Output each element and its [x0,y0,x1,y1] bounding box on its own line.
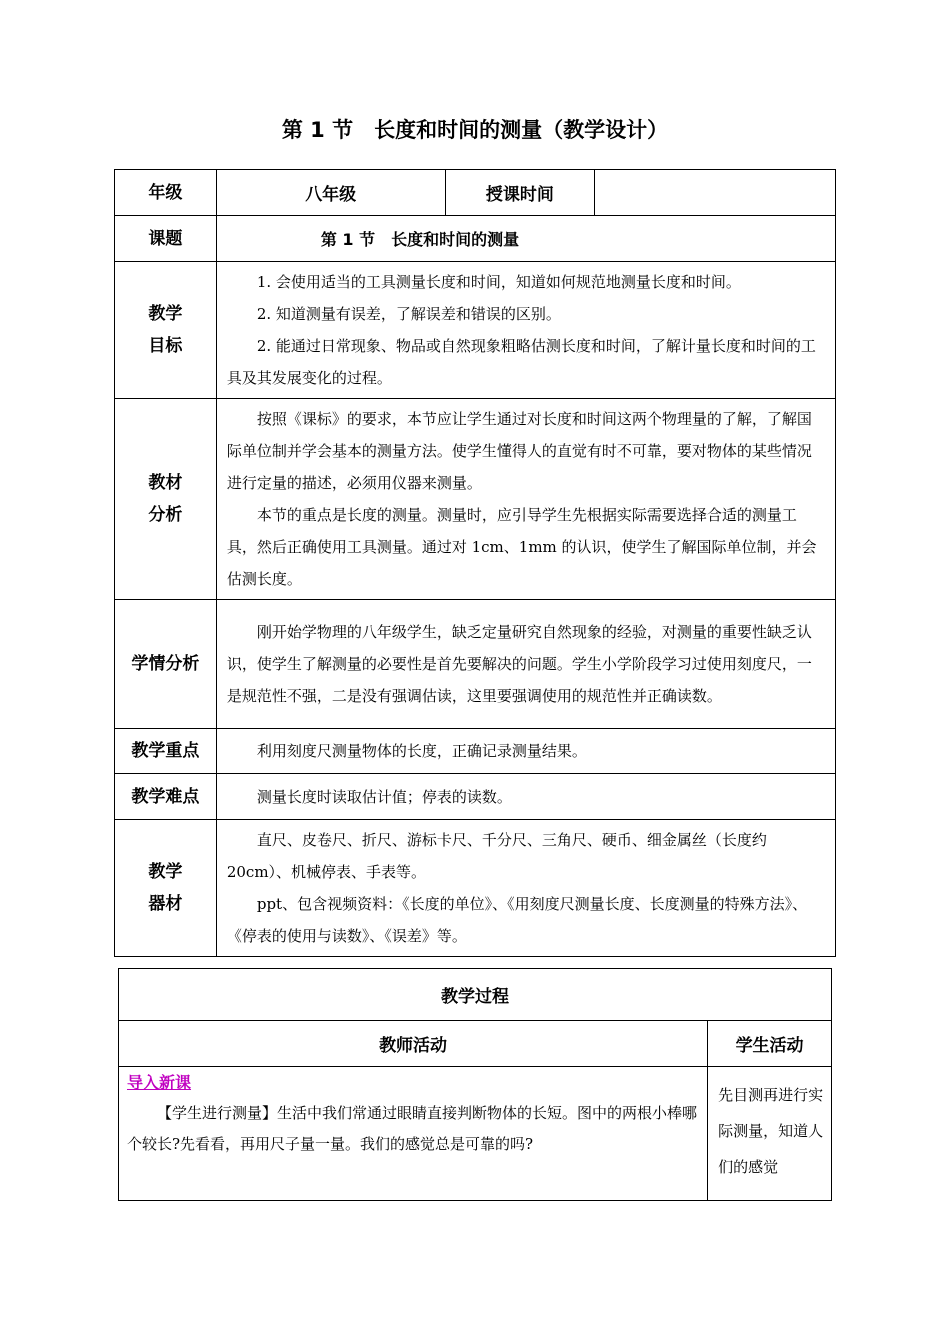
material-analysis-row [115,399,836,600]
section-title: 导入新课 [127,1073,192,1092]
difficulties-row [115,774,836,820]
time-value [595,170,836,216]
topic-label: 课题 [115,216,217,262]
key-points-label: 教学重点 [115,729,217,774]
topic-row [115,216,836,262]
difficulties-content: 测量长度时读取估计值；停表的读数。 [216,774,835,820]
material-analysis-content: 按照《课标》的要求，本节应让学生通过对长度和时间这两个物理量的了解，了解国际单位制并学会基本的测量方法。使学生懂得人的直觉有时不可靠，要对物体的某些情况进行定量的描述，必须用仪器来测量。 本节的重点是长度的测量。测量时，应引导学生先根据实际需要选择合适的测量工具，然后正确使用工具测量。通过对 1cm、1mm 的认识，使学生了解国际单位制，并会估测长度。 [216,399,835,600]
teacher-activity-text: 【学生进行测量】生活中我们常通过眼睛直接判断物体的长短。图中的两根小棒哪个较长?先看看，再用尺子量一量。我们的感觉总是可靠的吗? [127,1104,698,1153]
teacher-activity-header: 教师活动 [119,1021,708,1067]
difficulties-label: 教学难点 [115,774,217,820]
key-points-row [115,729,836,774]
key-points-content: 利用刻度尺测量物体的长度，正确记录测量结果。 [216,729,835,774]
student-activity-text: 先目测再进行实际测量，知道人们的感觉 [708,1067,832,1201]
page-title: 第 1 节 长度和时间的测量（教学设计） [281,118,669,142]
student-activity-header: 学生活动 [708,1021,832,1067]
objectives-label: 教学 目标 [115,262,217,399]
teacher-activity-cell [119,1067,708,1201]
process-header-row [119,969,832,1021]
equipment-content: 直尺、皮卷尺、折尺、游标卡尺、千分尺、三角尺、硬币、细金属丝（长度约 20cm）、机械停表、手表等。 ppt、包含视频资料：《长度的单位》、《用刻度尺测量长度、长度测量的特殊方法》、《停表的使用与读数》、《误差》等。 [216,820,835,957]
intro-row [119,1067,832,1201]
topic-value: 第 1 节 长度和时间的测量 [216,216,835,262]
equipment-label: 教学 器材 [115,820,217,957]
time-label: 授课时间 [445,170,595,216]
grade-value: 八年级 [216,170,445,216]
student-analysis-row [115,600,836,729]
grade-row [115,170,836,216]
lesson-info-table [114,169,836,957]
equipment-row [115,820,836,957]
objectives-content: 1. 会使用适当的工具测量长度和时间，知道如何规范地测量长度和时间。 2. 知道测量有误差，了解误差和错误的区别。 2. 能通过日常现象、物品或自然现象粗略估测长度和时间，了解计量长度和时间的工具及其发展变化的过程。 [216,262,835,399]
teaching-process-table [118,968,832,1201]
student-analysis-content: 刚开始学物理的八年级学生，缺乏定量研究自然现象的经验，对测量的重要性缺乏认识，使学生了解测量的必要性是首先要解决的问题。学生小学阶段学习过使用刻度尺，一是规范性不强，二是没有强调估读，这里要强调使用的规范性并正确读数。 [216,600,835,729]
student-analysis-label: 学情分析 [115,600,217,729]
activity-header-row [119,1021,832,1067]
objectives-row [115,262,836,399]
grade-label: 年级 [115,170,217,216]
material-analysis-label: 教材 分析 [115,399,217,600]
process-header: 教学过程 [119,969,832,1021]
